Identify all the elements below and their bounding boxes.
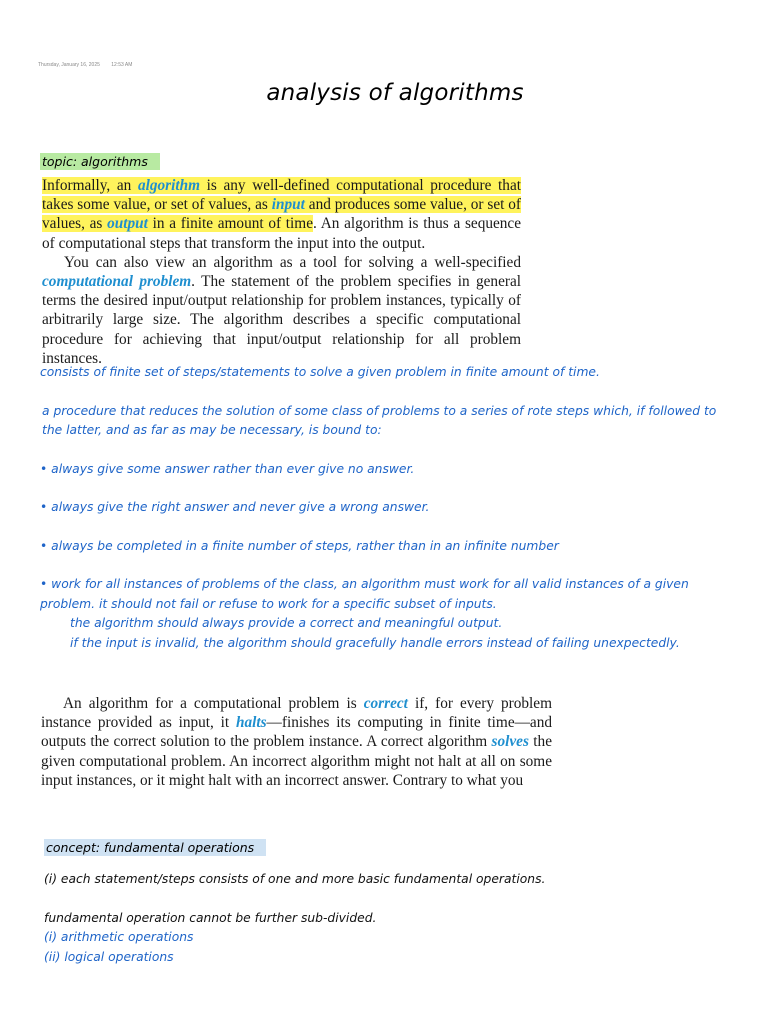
concept-notes — [44, 870, 724, 967]
concept-item: (ii) logical operations — [44, 949, 174, 964]
keyword-output: output — [107, 215, 148, 233]
date-text: Thursday, January 16, 2025 — [38, 62, 100, 68]
keyword-algorithm: algorithm — [137, 177, 201, 194]
book-excerpt-correctness — [41, 694, 552, 790]
handwritten-notes — [40, 363, 730, 653]
keyword-input: input — [271, 196, 305, 214]
keyword-computational-problem: computational problem — [42, 273, 192, 291]
page-title: analysis of algorithms — [266, 80, 524, 106]
note-bullet: • always give the right answer and never give a wrong answer. — [40, 500, 430, 514]
concept-line: fundamental operation cannot be further sub-divided. — [44, 910, 377, 925]
note-bullet: • always give some answer rather than ever give no answer. — [40, 461, 415, 476]
excerpt-paragraph-1 — [42, 176, 521, 253]
concept-label: concept: fundamental operations — [44, 839, 266, 856]
text: is any well-defined computational procedure that takes some value, or set of values, as — [42, 177, 521, 214]
note-summary: consists of finite set of steps/statements to solve a given problem in finite amount of time. — [40, 365, 600, 379]
note-sub-item: if the input is invalid, the algorithm should gracefully handle errors instead of failing unexpectedly. — [70, 635, 680, 650]
text: You can also view an algorithm as a tool for solving a well-specified — [64, 253, 521, 271]
note-bullet: • always be completed in a finite number of steps, rather than in an infinite number — [40, 538, 559, 553]
keyword-correct: correct — [363, 695, 408, 712]
book-excerpt-definition — [42, 176, 521, 368]
text: the given computational problem. An incorrect algorithm might not halt at all on some input instances, or it might halt with an incorrect answer. Contrary to what you — [41, 733, 552, 789]
text: . The statement of the problem specifies in general terms the desired input/output relationship for problem instances, typically of arbitrarily large size. The algorithm describes a specific computational procedure for achieving that input/output relationship for all problem instances. — [42, 273, 522, 367]
keyword-solves: solves — [491, 733, 529, 751]
timestamp — [38, 62, 142, 68]
text: in a finite amount of time — [147, 215, 313, 233]
excerpt-paragraph-3 — [41, 694, 552, 790]
note-definition: a procedure that reduces the solution of some class of problems to a series of rote steps which, if followed to the latter, and as far as may be necessary, is bound to: — [42, 403, 717, 437]
excerpt-paragraph-2 — [42, 253, 521, 368]
text: Informally, an — [42, 177, 138, 194]
note-sub-item: the algorithm should always provide a correct and meaningful output. — [70, 616, 503, 630]
keyword-halts: halts — [235, 714, 267, 732]
text: —finishes its computing in finite time—and outputs the correct solution to the problem instance. A correct algorithm — [41, 714, 552, 751]
text: . An algorithm is thus a sequence of computational steps that transform the input into the output. — [42, 215, 522, 252]
concept-line: (i) each statement/steps consists of one and more basic fundamental operations. — [44, 872, 546, 886]
concept-item: (i) arithmetic operations — [44, 930, 194, 944]
topic-label: topic: algorithms — [40, 153, 160, 170]
text: if, for every problem instance provided as input, it — [41, 695, 552, 732]
time-text: 12:53 AM — [111, 62, 133, 68]
note-bullet: • work for all instances of problems of the class, an algorithm must work for all valid instances of a given problem. it should not fail or refuse to work for a specific subset of inputs. — [40, 577, 689, 611]
text: An algorithm for a computational problem is — [63, 695, 364, 712]
text: and produces some value, or set of values, as — [42, 196, 521, 233]
